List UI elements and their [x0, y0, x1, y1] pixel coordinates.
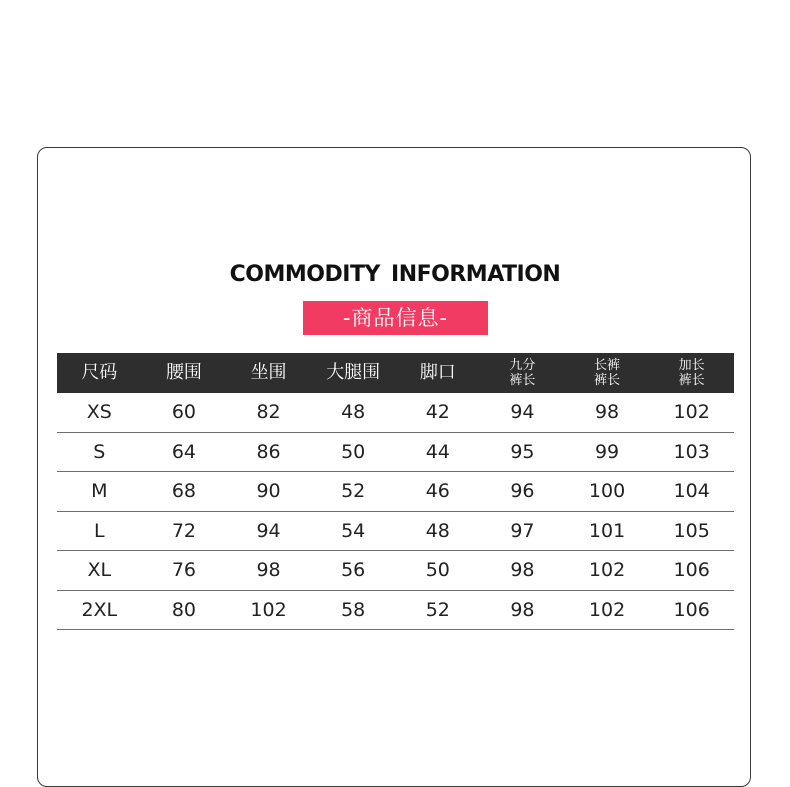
measurement-cell: 48: [425, 519, 450, 542]
table-row: [57, 472, 734, 512]
measurement-cell: 50: [341, 440, 366, 463]
measurement-cell: 52: [425, 598, 450, 621]
measurement-cell: 58: [341, 598, 366, 621]
measurement-cell: 94: [510, 401, 535, 424]
measurement-cell: 76: [171, 559, 197, 582]
header-thigh: 大腿围: [326, 362, 381, 383]
header-long-length: 长裤 裤长: [594, 358, 621, 388]
header-ninth-length: 九分 裤长: [509, 358, 536, 388]
size-cell: XL: [87, 559, 112, 582]
measurement-cell: 95: [510, 440, 535, 463]
measurement-cell: 42: [425, 401, 450, 424]
measurement-cell: 86: [256, 440, 281, 463]
measurement-cell: 102: [673, 401, 710, 424]
measurement-cell: 56: [341, 559, 366, 582]
measurement-cell: 101: [588, 519, 626, 542]
title-chinese-banner: -商品信息-: [303, 301, 488, 335]
measurement-cell: 50: [425, 559, 450, 582]
table-row: [57, 551, 734, 591]
header-hip: 坐围: [250, 362, 287, 383]
size-table: [57, 353, 734, 630]
measurement-cell: 82: [256, 401, 281, 424]
size-cell: 2XL: [81, 598, 118, 621]
size-cell: L: [94, 519, 105, 542]
title-english: COMMODITY INFORMATION: [229, 262, 561, 287]
measurement-cell: 98: [256, 559, 281, 582]
measurement-cell: 52: [341, 480, 366, 503]
measurement-cell: 99: [594, 440, 620, 463]
measurement-cell: 80: [171, 598, 197, 621]
measurement-cell: 100: [588, 480, 626, 503]
measurement-cell: 90: [256, 480, 281, 503]
measurement-cell: 102: [588, 559, 626, 582]
measurement-cell: 106: [673, 598, 710, 621]
size-cell: M: [91, 480, 108, 503]
measurement-cell: 98: [594, 401, 620, 424]
header-waist: 腰围: [165, 362, 202, 383]
measurement-cell: 48: [341, 401, 366, 424]
table-row: [57, 512, 734, 552]
measurement-cell: 98: [510, 559, 535, 582]
table-header: [57, 353, 734, 393]
measurement-cell: 105: [673, 519, 710, 542]
measurement-cell: 103: [673, 440, 710, 463]
measurement-cell: 102: [250, 598, 287, 621]
table-row: [57, 393, 734, 433]
size-cell: S: [93, 440, 106, 463]
measurement-cell: 68: [171, 480, 197, 503]
measurement-cell: 97: [510, 519, 535, 542]
size-cell: XS: [86, 401, 112, 424]
measurement-cell: 106: [673, 559, 710, 582]
measurement-cell: 54: [341, 519, 366, 542]
header-leg-opening: 脚口: [419, 362, 456, 383]
measurement-cell: 44: [425, 440, 450, 463]
measurement-cell: 72: [171, 519, 197, 542]
measurement-cell: 102: [588, 598, 626, 621]
measurement-cell: 94: [256, 519, 281, 542]
table-row: [57, 433, 734, 473]
table-row: [57, 591, 734, 631]
header-extra-length: 加长 裤长: [678, 358, 705, 388]
measurement-cell: 60: [171, 401, 197, 424]
measurement-cell: 46: [425, 480, 450, 503]
header-size: 尺码: [81, 362, 118, 383]
measurement-cell: 64: [171, 440, 197, 463]
measurement-cell: 104: [673, 480, 710, 503]
measurement-cell: 98: [510, 598, 535, 621]
table-body: [57, 393, 734, 630]
measurement-cell: 96: [510, 480, 535, 503]
